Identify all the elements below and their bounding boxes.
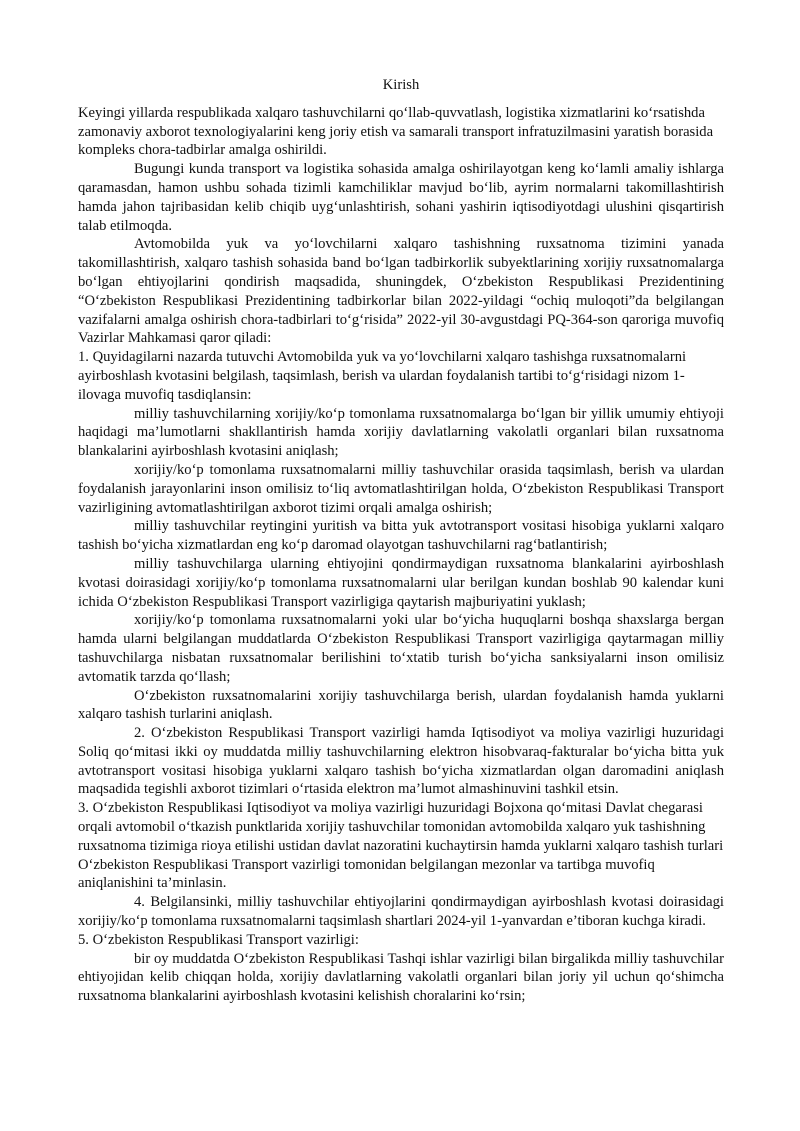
list-item: milliy tashuvchilarning xorijiy/ko‘p tomonlama ruxsatnomalarga bo‘lgan bir yillik umumiy ehtiyoji haqidagi ma’lumotlarni shakllantirish hamda xorijiy davlatlarning vakolatli organlari bilan ruxsatnoma blankalarini ayirboshlash kvotasini aniqlash; <box>78 405 724 460</box>
paragraph-item-5: 5. O‘zbekiston Respublikasi Transport vazirligi: <box>78 931 359 948</box>
paragraph-intro: Keyingi yillarda respublikada xalqaro tashuvchilarni qo‘llab-quvvatlash, logistika xizmatlarini ko‘rsatishda zamonaviy axborot texnologiyalarini keng joriy etish va samarali transport infratuzilmasini yaratish borasida kompleks chora-tadbirlar amalga oshirildi. <box>78 104 714 159</box>
list-item: milliy tashuvchilar reytingini yuritish va bitta yuk avtotransport vositasi hisobiga yuklarni xalqaro tashish bo‘yicha xizmatlardan eng ko‘p daromad olayotgan tashuvchilarni rag‘batlantirish; <box>78 518 724 554</box>
paragraph-item-4: 4. Belgilansinki, milliy tashuvchilar ehtiyojlarini qondirmaydigan ayirboshlash kvotasi doirasidagi xorijiy/ko‘p tomonlama ruxsatnomalarni taqsimlash shartlari 2024-yil 1-yanvardan e’tiboran kuchga kiradi. <box>78 894 724 930</box>
list-item: xorijiy/ko‘p tomonlama ruxsatnomalarni milliy tashuvchilar orasida taqsimlash, berish va ulardan foydalanish jarayonlarini inson omilisiz to‘liq avtomatlashtirilgan holda, O‘zbekiston Respublikasi Transport vazirligining avtomatlashtirilgan axborot tizimi orqali amalga oshirish; <box>78 461 724 516</box>
paragraph-item-1: 1. Quyidagilarni nazarda tutuvchi Avtomobilda yuk va yo‘lovchilarni xalqaro tashishga ruxsatnomalarni ayirboshlash kvotasini belgilash, taqsimlash, berish va ulardan foydalanish tartibi to‘g‘risidagi nizom 1-ilovaga muvofiq tasdiqlansin: <box>78 349 687 403</box>
paragraph-item-2: 2. O‘zbekiston Respublikasi Transport vazirligi hamda Iqtisodiyot va moliya vazirligi huzuridagi Soliq qo‘mitasi ikki oy muddatda milliy tashuvchilarning elektron hisobvaraq-fakturalar bo‘yicha bitta yuk avtotransport vositasi hisobiga yuklarni xalqaro tashish bo‘yicha xizmatlardan olgan daromadini aniqlash maqsadida tegishli axborot tizimlari o‘rtasida elektron ma’lumot almashinuvini tashkil etsin. <box>78 725 724 798</box>
list-item: xorijiy/ko‘p tomonlama ruxsatnomalarni yoki ular bo‘yicha huquqlarni boshqa shaxslarga bergan hamda ularni belgilangan muddatlarda O‘zbekiston Respublikasi Transport vazirligiga qaytarmagan milliy tashuvchilarga nisbatan ruxsatnomalar berilishini to‘xtatib turish bo‘yicha sanksiyalarni inson omilisiz avtomatik tarzda qo‘llash; <box>78 612 724 685</box>
paragraph-item-3: 3. O‘zbekiston Respublikasi Iqtisodiyot va moliya vazirligi huzuridagi Bojxona qo‘mitasi Davlat chegarasi orqali avtomobil o‘tkazish punktlarida xorijiy tashuvchilar tomonidan avtomobilda xalqaro yuk tashishning ruxsatnoma tizimiga rioya etilishi ustidan davlat nazoratini kuchaytirsin hamda yuklarni xalqaro tashish turlari O‘zbekiston Respublikasi Transport vazirligi tomonidan belgilangan mezonlar va tartibga muvofiq aniqlanishini ta’minlasin. <box>78 800 724 892</box>
list-item: milliy tashuvchilarga ularning ehtiyojini qondirmaydigan ruxsatnoma blankalarini ayirboshlash kvotasi doirasidagi xorijiy/ko‘p tomonlama ruxsatnomalarni ular berilgan kundan boshlab 90 kalendar kuni ichida O‘zbekiston Respublikasi Transport vazirligiga qaytarish majburiyatini yuklash; <box>78 555 724 610</box>
document-title: Kirish <box>382 77 420 93</box>
list-item: bir oy muddatda O‘zbekiston Respublikasi Tashqi ishlar vazirligi bilan birgalikda milliy tashuvchilar ehtiyojidan kelib chiqqan holda, xorijiy davlatlarning vakolatli organlari bilan joriy yil uchun qo‘shimcha ruxsatnoma blankalarini ayirboshlash kvotasini kelishish choralarini ko‘rsin; <box>78 950 724 1005</box>
paragraph-purpose: Avtomobilda yuk va yo‘lovchilarni xalqaro tashishning ruxsatnoma tizimini yanada takomillashtirish, xalqaro tashish sohasida band bo‘lgan tadbirkorlik subyektlarining xorijiy ruxsatnomalarga bo‘lgan ehtiyojlarini qondirish maqsadida, shuningdek, O‘zbekiston Respublikasi Prezidentining “O‘zbekiston Respublikasi Prezidentining tadbirkorlar bilan 2022-yildagi “ochiq muloqoti”da belgilangan vazifalarni amalga oshirish chora-tadbirlari to‘g‘risida” 2022-yil 30-avgustdagi PQ-364-son qaroriga muvofiq Vazirlar Mahkamasi qaror qiladi: <box>78 236 724 347</box>
paragraph-current-state: Bugungi kunda transport va logistika sohasida amalga oshirilayotgan keng ko‘lamli amaliy ishlarga qaramasdan, hamon ushbu sohada tizimli kamchiliklar mavjud bo‘lib, ayrim normalarni takomillashtirish hamda jahon tajribasidan kelib chiqib uyg‘unlashtirish, sohani yashirin iqtisodiyotdagi ulushini qisqartirish talab etilmoqda. <box>78 161 724 234</box>
list-item: O‘zbekiston ruxsatnomalarini xorijiy tashuvchilarga berish, ulardan foydalanish hamda yuklarni xalqaro tashish turlarini aniqlash. <box>78 687 724 723</box>
document-page <box>78 76 724 1006</box>
